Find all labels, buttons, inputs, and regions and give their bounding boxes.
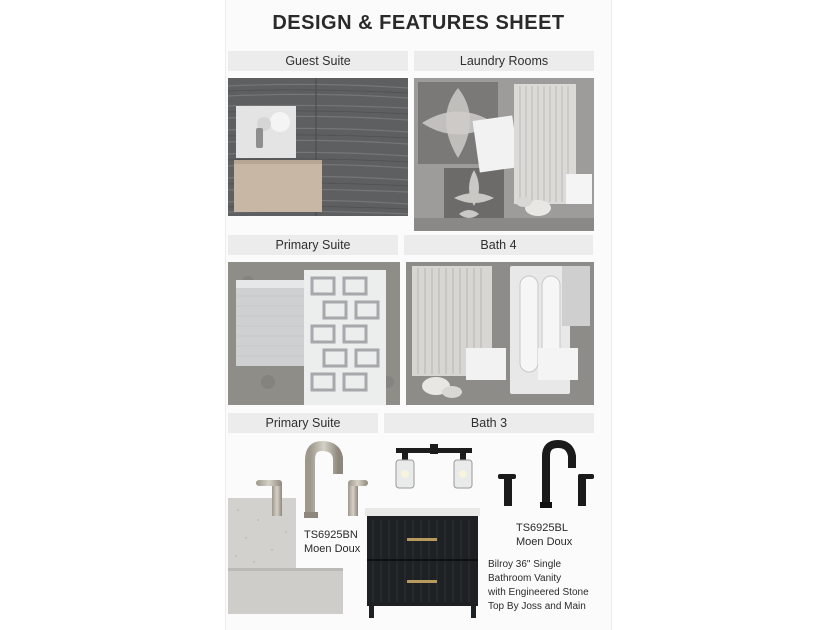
faucet-black-name: Moen Doux: [516, 536, 573, 548]
section-label-primary-suite: Primary Suite: [228, 235, 398, 255]
faucet-nickel-model: TS6925BN: [304, 529, 358, 541]
faucet-black-model: TS6925BL: [516, 522, 568, 534]
vanity-description-line-4: Top By Joss and Main: [488, 601, 586, 612]
guest-suite-tile-photo: [228, 78, 408, 216]
faucet-nickel-icon: [250, 440, 370, 520]
section-label-primary-suite-fixtures: Primary Suite: [228, 413, 378, 433]
primary-suite-tile-photo: [228, 262, 400, 405]
faucet-black-icon: [498, 440, 594, 510]
vanity-description-line-1: Bilroy 36" Single: [488, 559, 562, 570]
section-label-guest-suite: Guest Suite: [228, 51, 408, 71]
features-sheet: [226, 0, 611, 630]
section-label-laundry-rooms: Laundry Rooms: [414, 51, 594, 71]
bath-4-tile-photo: [406, 262, 594, 405]
faucet-nickel-name: Moen Doux: [304, 543, 361, 555]
section-label-bath-3: Bath 3: [384, 413, 594, 433]
vanity-light-icon: [390, 440, 478, 496]
bathroom-vanity-icon: [365, 508, 480, 618]
vanity-description-line-2: Bathroom Vanity: [488, 573, 562, 584]
section-label-bath-4: Bath 4: [404, 235, 593, 255]
laundry-rooms-tile-photo: [414, 78, 594, 231]
vanity-description-line-3: with Engineered Stone: [488, 587, 589, 598]
page-title: DESIGN & FEATURES SHEET: [272, 12, 565, 34]
